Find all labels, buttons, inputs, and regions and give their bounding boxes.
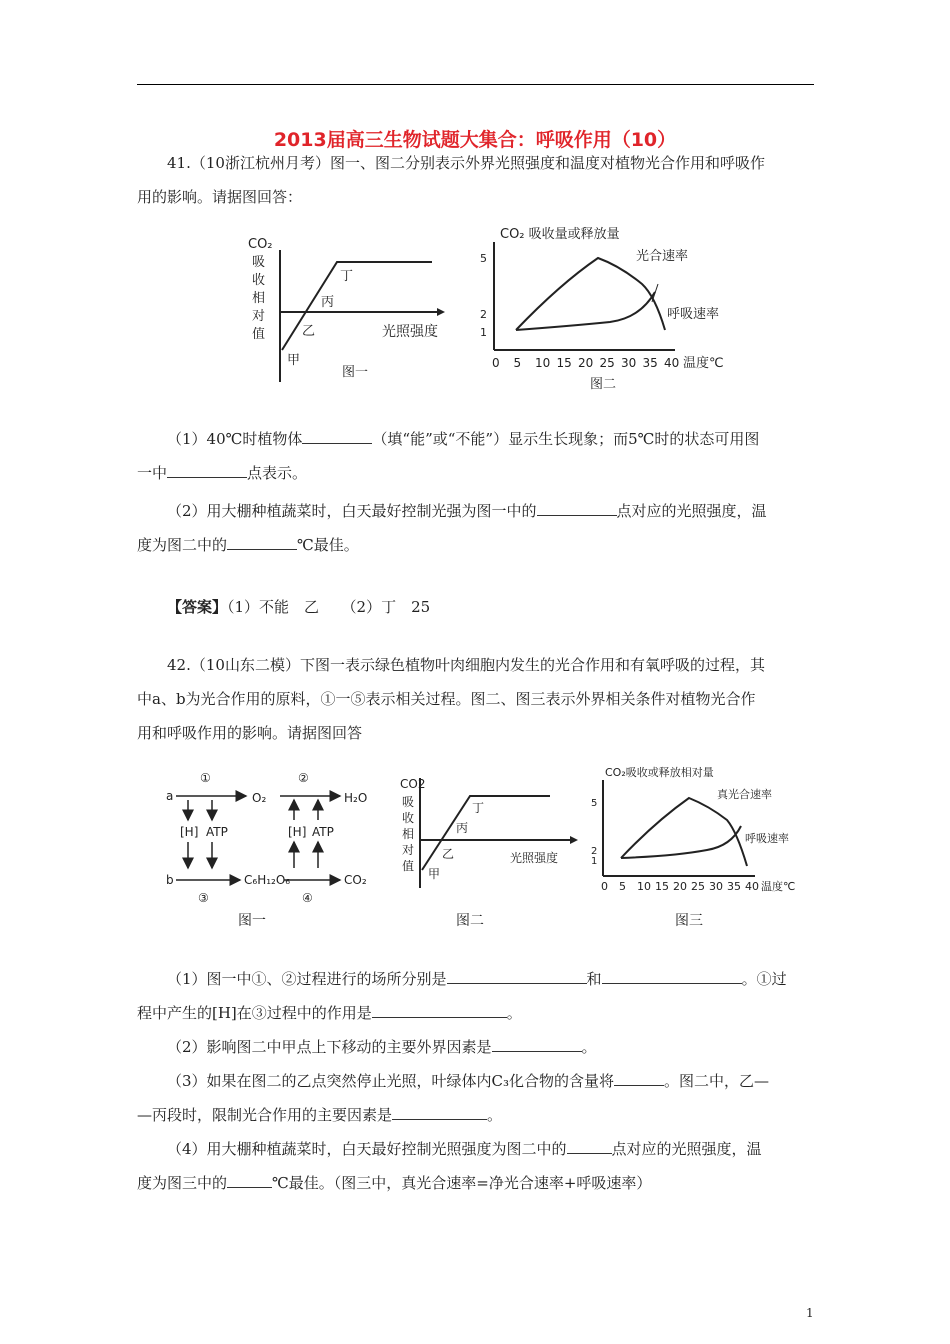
xtick-30: 30 <box>709 880 723 893</box>
q42-q2-text-b: 。 <box>581 1038 597 1056</box>
point-bing: 丙 <box>456 821 469 835</box>
xtick-0: 0 <box>492 356 500 370</box>
point-jia: 甲 <box>428 867 441 881</box>
ylabel: CO₂吸收或释放相对量 <box>605 766 714 779</box>
respiration-curve <box>621 826 741 858</box>
xtick-35: 35 <box>642 356 658 370</box>
point-jia: 甲 <box>287 353 301 368</box>
q42-q1-text-b: 和 <box>586 970 602 988</box>
label-o2: O₂ <box>252 791 267 805</box>
q42-q4-text-d: ℃最佳。（图三中，真光合速率=净光合速率+呼吸速率） <box>272 1174 652 1192</box>
point-yi: 乙 <box>302 324 316 339</box>
ylabel-2: 收 <box>402 811 415 825</box>
respiration-curve <box>516 292 655 330</box>
label-b: b <box>166 873 174 887</box>
q42-q3-text-a: （3）如果在图二的乙点突然停止光照，叶绿体内C₃化合物的含量将 <box>167 1072 615 1090</box>
q42-q3-blank2[interactable] <box>392 1099 487 1120</box>
q42-q1-text-e: 。 <box>506 1004 522 1022</box>
label-co2: CO₂ <box>344 873 367 887</box>
q41-q2-blank1[interactable] <box>537 495 617 516</box>
q42-q2-text-a: （2）影响图二中甲点上下移动的主要外界因素是 <box>167 1038 492 1056</box>
ylabel-2: 收 <box>252 273 266 288</box>
q42-q1-blank3[interactable] <box>372 997 507 1018</box>
label-3: ③ <box>198 891 209 905</box>
ylabel-1: 吸 <box>402 795 415 809</box>
q41-intro-line1: 41.（10浙江杭州月考）图一、图二分别表示外界光照强度和温度对植物光合作用和呼吸作 <box>167 154 765 172</box>
q42-q3-blank1[interactable] <box>614 1065 664 1086</box>
caption: 图二 <box>456 913 484 929</box>
q42-intro-line3: 用和呼吸作用的影响。请据图回答 <box>137 724 363 742</box>
q42-figure3 <box>585 762 810 937</box>
point-ding: 丁 <box>472 801 485 815</box>
xlabel: 温度℃ <box>683 356 724 371</box>
q42-q1-line1 <box>137 962 814 996</box>
series-respiration: 呼吸速率 <box>745 832 789 845</box>
xtick-40: 40 <box>664 356 680 370</box>
header-rule <box>137 84 814 85</box>
q41-q1-text-d: 点表示。 <box>247 464 308 482</box>
q42-q3-line2 <box>137 1098 814 1132</box>
q41-q1-text-a: （1）40℃时植物体 <box>167 430 303 448</box>
xtick-10: 10 <box>535 356 551 370</box>
q42-figure2 <box>398 770 580 935</box>
q42-q4-text-a: （4）用大棚种植蔬菜时，白天最好控制光照强度为图二中的 <box>167 1140 567 1158</box>
xlabel: 光照强度 <box>382 324 438 340</box>
q41-q1-blank1[interactable] <box>302 423 372 444</box>
ylabel-4: 对 <box>252 309 266 324</box>
q41-q2-text-b: 点对应的光照强度，温 <box>616 502 767 520</box>
label-h-right: [H] <box>288 825 307 839</box>
xtick-20: 20 <box>673 880 687 893</box>
ylabel-0: CO₂ <box>248 237 273 252</box>
point-ding: 丁 <box>340 269 354 284</box>
page-number: 1 <box>806 1306 814 1320</box>
page-title: 2013届高三生物试题大集合：呼吸作用（10） <box>273 129 677 151</box>
label-glucose: C₆H₁₂O₆ <box>244 873 291 887</box>
q42-q4-blank1[interactable] <box>567 1133 612 1154</box>
q41-q1-text-c: 一中 <box>137 464 168 482</box>
ytick-5: 5 <box>480 252 487 265</box>
label-h-left: [H] <box>180 825 199 839</box>
q42-q4-line2 <box>137 1166 814 1200</box>
ylabel-3: 相 <box>402 827 415 841</box>
point-yi: 乙 <box>442 847 455 861</box>
ylabel-5: 值 <box>402 859 415 873</box>
ytick-5: 5 <box>591 798 598 809</box>
q42-q1-text-c: 。①过 <box>741 970 787 988</box>
ylabel-4: 对 <box>402 843 415 857</box>
q41-q1-line2 <box>137 456 814 490</box>
ylabel-5: 值 <box>252 327 266 342</box>
xlabel: 光照强度 <box>510 851 559 865</box>
q41-q2-text-a: （2）用大棚种植蔬菜时，白天最好控制光强为图一中的 <box>167 502 537 520</box>
label-atp-left: ATP <box>206 825 228 839</box>
q41-figure1 <box>242 222 447 397</box>
xtick-5: 5 <box>513 356 522 370</box>
q42-q1-blank2[interactable] <box>602 963 742 984</box>
xtick-5: 5 <box>619 880 626 893</box>
q42-q2-line <box>137 1030 814 1064</box>
xtick-25: 25 <box>691 880 705 893</box>
series-true-photosynthesis: 真光合速率 <box>717 788 772 801</box>
series-respiration: 呼吸速率 <box>667 307 720 322</box>
true-photosynthesis-curve <box>621 798 747 866</box>
point-bing: 丙 <box>321 295 335 310</box>
respiration-pointer <box>652 284 658 302</box>
q42-q4-text-c: 度为图三中的 <box>137 1174 228 1192</box>
label-atp-right: ATP <box>312 825 334 839</box>
q41-q2-text-c: 度为图二中的 <box>137 536 228 554</box>
ytick-2: 2 <box>591 846 598 857</box>
xtick-25: 25 <box>599 356 615 370</box>
q42-q4-line1 <box>137 1132 814 1166</box>
label-4: ④ <box>302 891 313 905</box>
xtick-40: 40 <box>745 880 759 893</box>
x-axis-arrow <box>437 308 445 316</box>
label-2: ② <box>298 771 309 785</box>
xtick-10: 10 <box>637 880 651 893</box>
q42-q2-blank[interactable] <box>492 1031 582 1052</box>
q42-intro-line1: 42.（10山东二模）下图一表示绿色植物叶肉细胞内发生的光合作用和有氧呼吸的过程，其 <box>167 656 765 674</box>
q41-intro-line2: 用的影响。请据图回答： <box>137 188 303 206</box>
caption: 图二 <box>590 377 617 392</box>
q41-q2-line1 <box>137 494 814 528</box>
caption: 图一 <box>238 913 266 929</box>
caption: 图三 <box>675 913 703 929</box>
q42-q1-line2 <box>137 996 814 1030</box>
q42-questions <box>137 962 814 1200</box>
answer-label: 【答案】 <box>167 598 228 616</box>
q42-q3-text-b: 。图二中，乙— <box>664 1072 770 1090</box>
xtick-0: 0 <box>601 880 608 893</box>
q41-figure2 <box>470 222 735 397</box>
x-axis-arrow <box>570 836 578 844</box>
q42-q1-text-d: 程中产生的[H]在③过程中的作用是 <box>137 1004 372 1022</box>
ylabel-0: CO2 <box>400 777 426 791</box>
q41-q1-text-b: （填“能”或“不能”）显示生长现象；而5℃时的状态可用图 <box>372 430 760 448</box>
q41-intro <box>137 146 814 214</box>
q42-figure1 <box>160 760 375 935</box>
q42-intro-line2: 中a、b为光合作用的原料，①一⑤表示相关过程。图二、图三表示外界相关条件对植物光合作 <box>137 690 756 708</box>
ytick-1: 1 <box>591 856 598 867</box>
ylabel-3: 相 <box>252 291 266 306</box>
caption: 图一 <box>342 365 369 380</box>
ylabel: CO₂ 吸收量或释放量 <box>500 227 620 242</box>
xtick-30: 30 <box>621 356 637 370</box>
q41-answer <box>137 590 814 624</box>
xtick-15: 15 <box>655 880 669 893</box>
q42-q3-text-c: —丙段时，限制光合作用的主要因素是 <box>137 1106 393 1124</box>
xtick-20: 20 <box>578 356 594 370</box>
q41-q2-blank2[interactable] <box>227 529 297 550</box>
q41-q2-text-d: ℃最佳。 <box>297 536 359 554</box>
q41-q1-blank2[interactable] <box>167 457 247 478</box>
q42-q4-text-b: 点对应的光照强度，温 <box>611 1140 762 1158</box>
q41-fig1-ylabel <box>248 237 273 342</box>
q42-q3-text-d: 。 <box>487 1106 503 1124</box>
xlabel: 温度℃ <box>761 880 796 893</box>
q41-q2-line2 <box>137 528 814 562</box>
q42-q3-line1 <box>137 1064 814 1098</box>
ytick-2: 2 <box>480 308 487 321</box>
label-h2o: H₂O <box>344 791 368 805</box>
q42-q1-blank1[interactable] <box>447 963 587 984</box>
q42-q4-blank2[interactable] <box>227 1167 272 1188</box>
series-photosynthesis: 光合速率 <box>636 249 689 264</box>
ylabel-1: 吸 <box>252 255 266 270</box>
label-1: ① <box>200 771 211 785</box>
q42-q1-text-a: （1）图一中①、②过程进行的场所分别是 <box>167 970 447 988</box>
q41-q1-line1 <box>137 422 814 456</box>
label-a: a <box>166 789 174 803</box>
ytick-1: 1 <box>480 326 487 339</box>
xtick-35: 35 <box>727 880 741 893</box>
q42-intro <box>137 648 814 750</box>
photosynthesis-curve <box>516 258 665 330</box>
answer-text: （1）不能 乙 （2）丁 25 <box>227 598 431 616</box>
q41-questions <box>137 422 814 562</box>
xtick-15: 15 <box>556 356 572 370</box>
